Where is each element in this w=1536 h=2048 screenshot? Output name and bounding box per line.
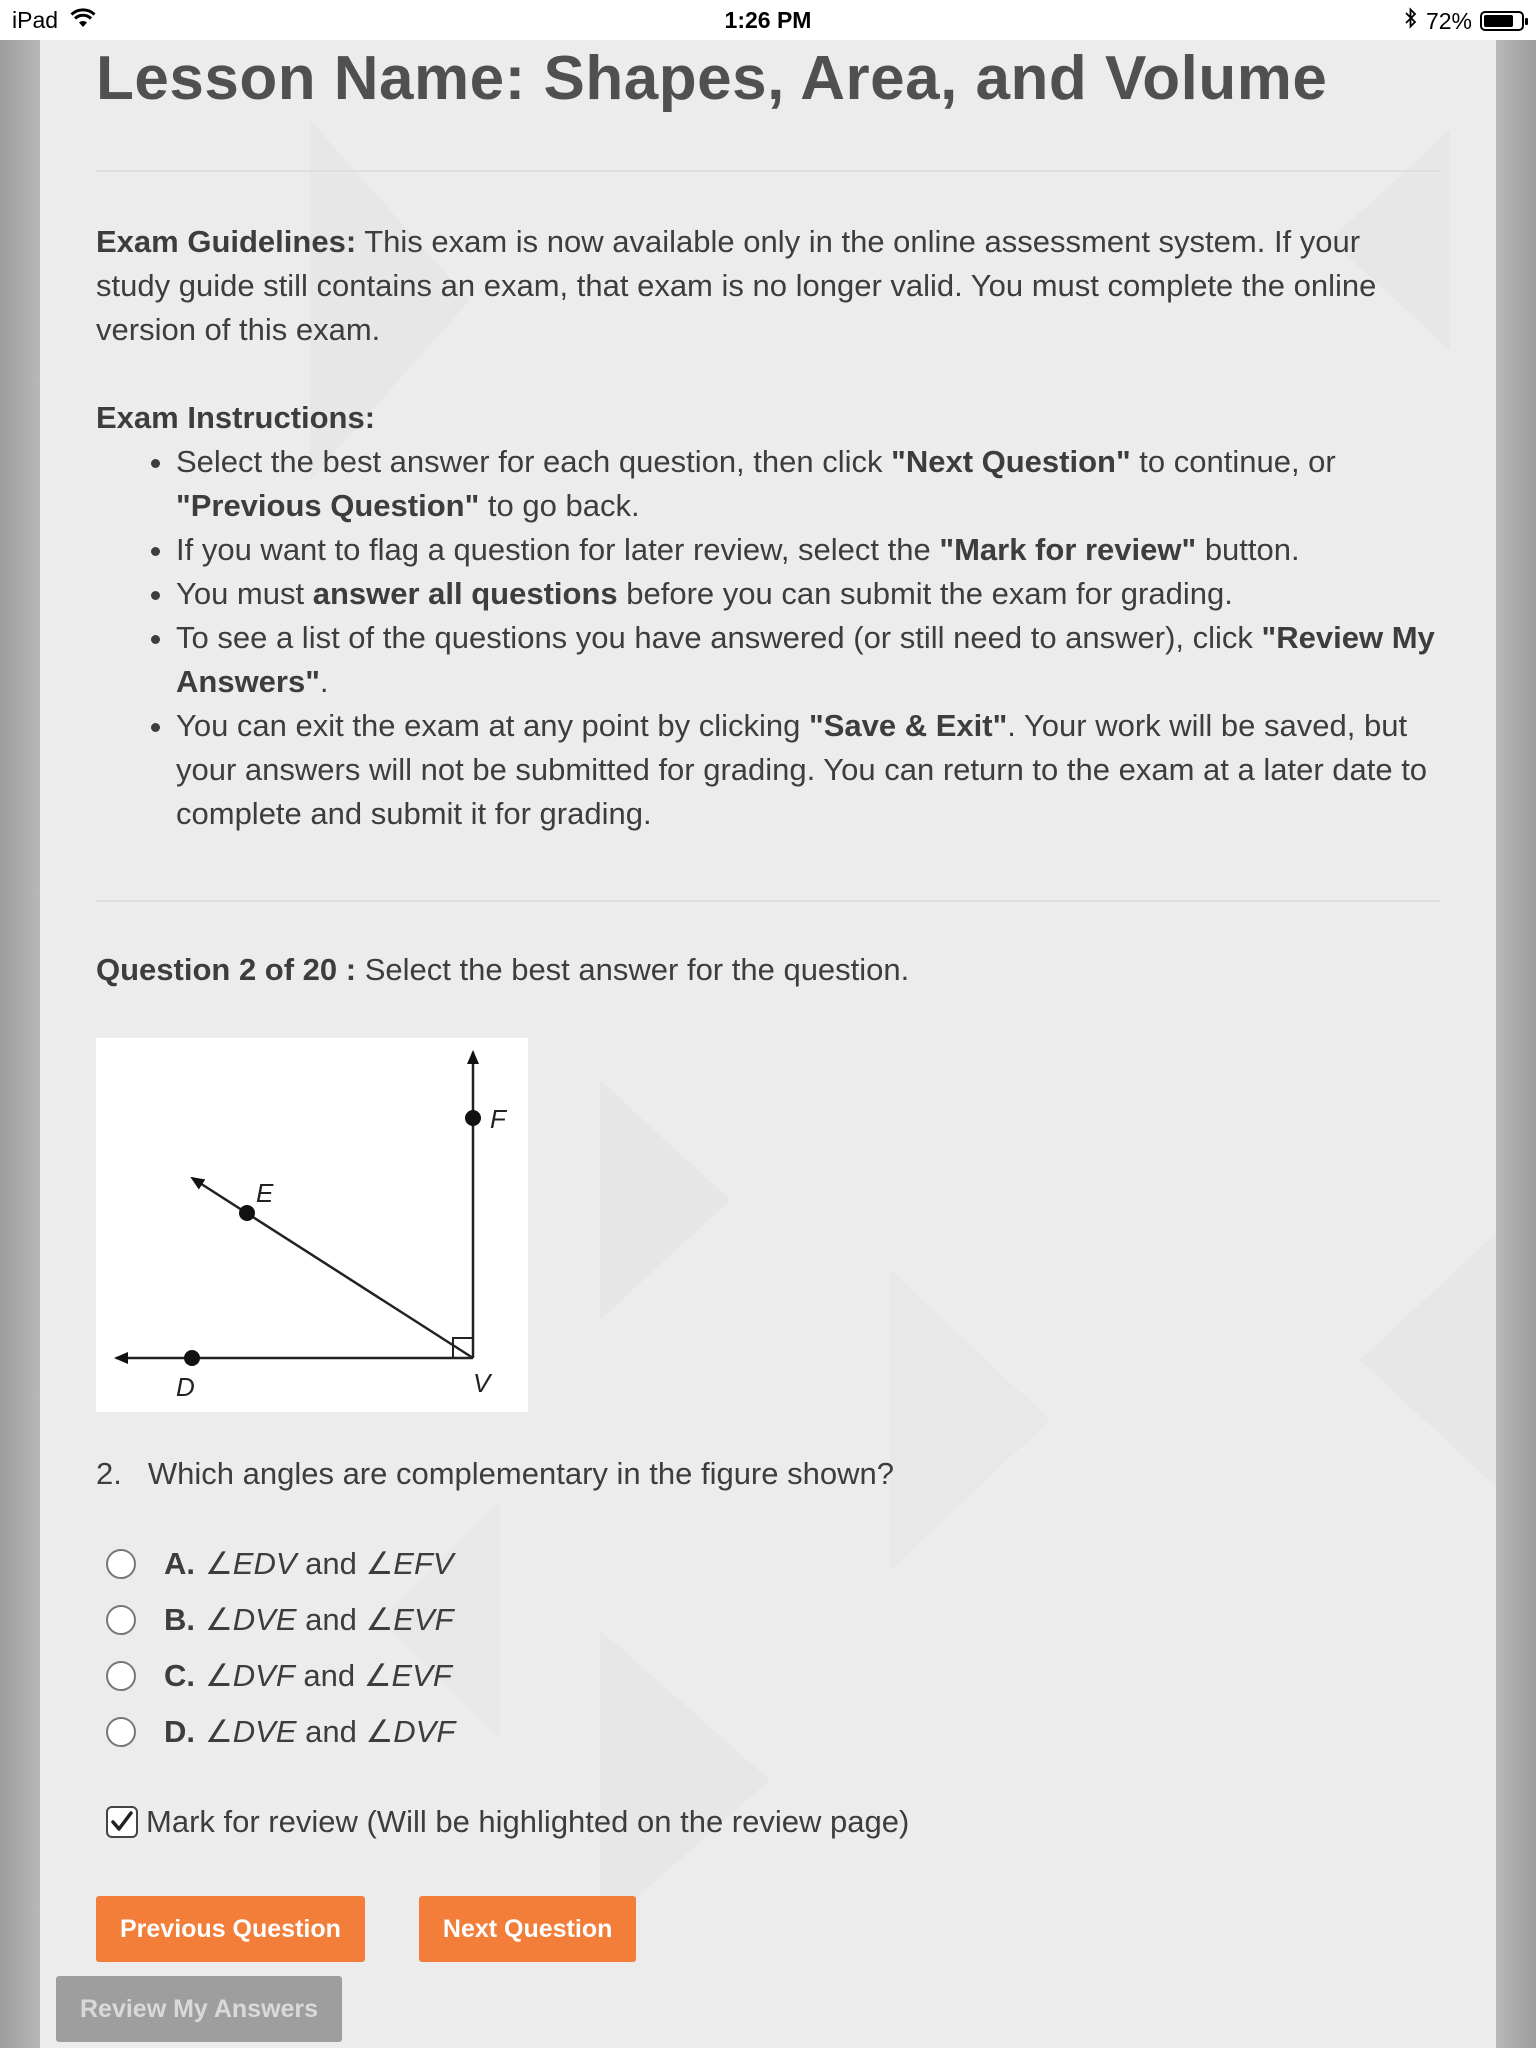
exam-guidelines — [96, 220, 1440, 352]
exam-content — [96, 40, 1440, 1962]
radio-button[interactable] — [106, 1605, 136, 1635]
status-bar — [0, 0, 1536, 40]
navigation-buttons — [96, 1896, 1440, 1962]
point-e — [239, 1205, 255, 1221]
battery-percent: 72% — [1425, 7, 1472, 34]
guidelines-label: Exam Guidelines: — [96, 224, 357, 259]
question-header — [96, 948, 1440, 992]
divider — [96, 170, 1440, 172]
list-item: • You can exit the exam at any point by clicking "Save & Exit". Your work will be saved, but your answers will not be submitted for grading. You can return to the exam at a later date to complete and submit it for grading. — [176, 704, 1440, 836]
choice-c[interactable]: C. ∠DVF and ∠EVF — [106, 1648, 1440, 1704]
list-item: • Select the best answer for each question, then click "Next Question" to continue, or "Previous Question" to go back. — [176, 440, 1440, 528]
page-left-margin — [0, 40, 40, 2048]
radio-button[interactable] — [106, 1549, 136, 1579]
instructions-heading: Exam Instructions: — [96, 400, 376, 435]
mark-review-label: Mark for review (Will be highlighted on the review page) — [146, 1804, 910, 1839]
divider — [96, 900, 1440, 902]
review-my-answers-button[interactable]: Review My Answers — [56, 1976, 342, 2042]
radio-button[interactable] — [106, 1661, 136, 1691]
ray-ve — [192, 1178, 473, 1358]
previous-question-button[interactable]: Previous Question — [96, 1896, 365, 1962]
label-v: V — [473, 1368, 491, 1398]
guidelines-text: This exam is now available only in the online assessment system. If your study guide still contains an exam, that exam is no longer valid. You must complete the online version of this exam. — [96, 224, 1377, 347]
question-figure — [96, 1038, 528, 1412]
choice-b[interactable]: B. ∠DVE and ∠EVF — [106, 1592, 1440, 1648]
question-prompt — [96, 1452, 1440, 1496]
page-right-margin — [1496, 40, 1536, 2048]
clock: 1:26 PM — [724, 7, 812, 33]
radio-button[interactable] — [106, 1717, 136, 1747]
answer-choices — [96, 1536, 1440, 1760]
question-number: 2. — [96, 1456, 122, 1491]
device-name: iPad — [12, 7, 59, 33]
choice-a[interactable]: A. ∠EDV and ∠EFV — [106, 1536, 1440, 1592]
lesson-title: Lesson Name: Shapes, Area, and Volume — [96, 44, 1328, 113]
question-counter: Question 2 of 20 : — [96, 952, 357, 987]
list-item: • To see a list of the questions you have answered (or still need to answer), click "Review My Answers". — [176, 616, 1440, 704]
mark-for-review[interactable] — [106, 1804, 1440, 1840]
point-f — [465, 1110, 481, 1126]
checkmark-icon — [108, 1808, 136, 1836]
question-instruction: Select the best answer for the question. — [356, 952, 910, 987]
next-question-button[interactable]: Next Question — [419, 1896, 636, 1962]
battery-icon — [1480, 11, 1524, 31]
angle-diagram — [96, 1038, 528, 1412]
list-item: • If you want to flag a question for later review, select the "Mark for review" button. — [176, 528, 1440, 572]
exam-panel — [40, 40, 1496, 2048]
label-e: E — [256, 1178, 274, 1208]
point-d — [184, 1350, 200, 1366]
choice-d[interactable]: D. ∠DVE and ∠DVF — [106, 1704, 1440, 1760]
instructions-list — [96, 440, 1440, 836]
mark-review-checkbox[interactable] — [106, 1806, 138, 1838]
label-d: D — [176, 1372, 195, 1402]
question-text: Which angles are complementary in the figure shown? — [147, 1456, 894, 1491]
bluetooth-icon — [1404, 7, 1418, 35]
list-item: • You must answer all questions before you can submit the exam for grading. — [176, 572, 1440, 616]
label-f: F — [490, 1104, 506, 1134]
